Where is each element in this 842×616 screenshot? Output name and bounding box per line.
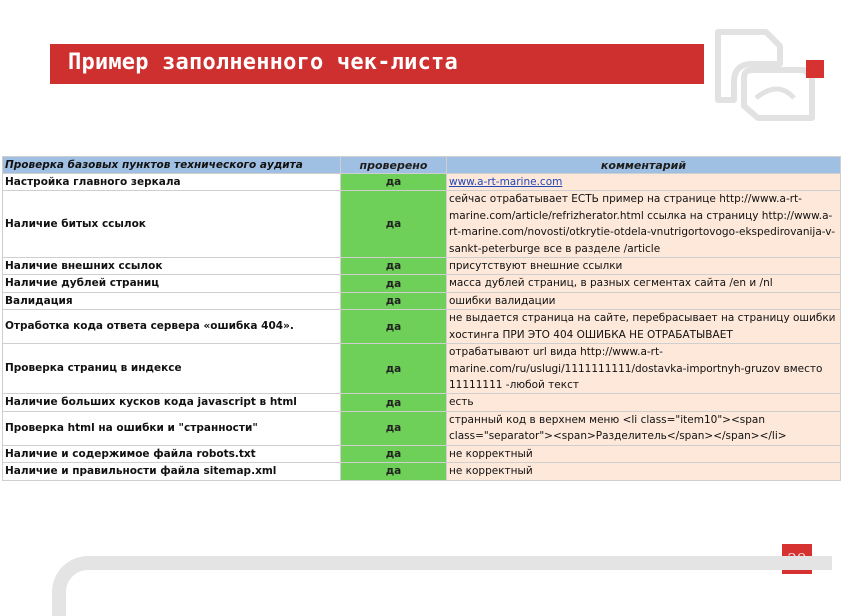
row-item: Наличие больших кусков кода javascript в html bbox=[3, 394, 341, 411]
row-item: Валидация bbox=[3, 292, 341, 309]
row-item: Наличие битых ссылок bbox=[3, 191, 341, 258]
row-checked: да bbox=[341, 344, 447, 394]
row-item: Наличие внешних ссылок bbox=[3, 258, 341, 275]
header-checked: проверено bbox=[341, 157, 447, 174]
table-row bbox=[3, 174, 841, 191]
row-checked: да bbox=[341, 394, 447, 411]
accent-square bbox=[806, 60, 824, 78]
row-comment: не корректный bbox=[447, 463, 841, 480]
row-item: Наличие и правильности файла sitemap.xml bbox=[3, 463, 341, 480]
table-row bbox=[3, 292, 841, 309]
header-comment: комментарий bbox=[447, 157, 841, 174]
table-header-row bbox=[3, 157, 841, 174]
table-row bbox=[3, 258, 841, 275]
row-comment: присутствуют внешние ссылки bbox=[447, 258, 841, 275]
row-comment-link[interactable]: www.a-rt-marine.com bbox=[447, 174, 841, 191]
slide-title: Пример заполненного чек-листа bbox=[68, 50, 458, 75]
row-item: Проверка страниц в индексе bbox=[3, 344, 341, 394]
row-item: Наличие дублей страниц bbox=[3, 275, 341, 292]
table-row bbox=[3, 445, 841, 462]
table-row bbox=[3, 191, 841, 258]
bottom-decoration bbox=[52, 556, 832, 616]
table-row bbox=[3, 394, 841, 411]
table-row bbox=[3, 310, 841, 344]
row-comment: отрабатывают url вида http://www.a-rt-marine.com/ru/uslugi/1111111111/dostavka-importnyh-gruzov вместо 11111111 -любой текст bbox=[447, 344, 841, 394]
row-checked: да bbox=[341, 411, 447, 445]
row-comment: не выдается страница на сайте, перебрасывает на страницу ошибки хостинга ПРИ ЭТО 404 ОШИБКА НЕ ОТРАБАТЫВАЕТ bbox=[447, 310, 841, 344]
header-audit-item: Проверка базовых пунктов технического аудита bbox=[3, 157, 341, 174]
row-checked: да bbox=[341, 275, 447, 292]
row-comment: не корректный bbox=[447, 445, 841, 462]
row-checked: да bbox=[341, 258, 447, 275]
row-item: Отработка кода ответа сервера «ошибка 404». bbox=[3, 310, 341, 344]
table-row bbox=[3, 344, 841, 394]
row-comment: сейчас отрабатывает ЕСТЬ пример на странице http://www.a-rt-marine.com/article/refrizherator.html ссылка на страницу http://www.a-rt-marine.com/novosti/otkrytie-otdela-vnutrigortovogo-ekspedirovanija-v-sankt-peterburge все в разделе /article bbox=[447, 191, 841, 258]
row-comment: ошибки валидации bbox=[447, 292, 841, 309]
row-comment: масса дублей страниц, в разных сегментах сайта /en и /nl bbox=[447, 275, 841, 292]
page-number: 29 bbox=[782, 544, 812, 574]
table-row bbox=[3, 411, 841, 445]
row-comment: странный код в верхнем меню <li class="item10"><span class="separator"><span>Разделитель</span></span></li> bbox=[447, 411, 841, 445]
table-row bbox=[3, 463, 841, 480]
row-checked: да bbox=[341, 310, 447, 344]
row-checked: да bbox=[341, 463, 447, 480]
row-item: Наличие и содержимое файла robots.txt bbox=[3, 445, 341, 462]
row-checked: да bbox=[341, 292, 447, 309]
row-checked: да bbox=[341, 445, 447, 462]
table-row bbox=[3, 275, 841, 292]
row-checked: да bbox=[341, 191, 447, 258]
row-comment: есть bbox=[447, 394, 841, 411]
row-item: Проверка html на ошибки и "странности" bbox=[3, 411, 341, 445]
row-item: Настройка главного зеркала bbox=[3, 174, 341, 191]
row-checked: да bbox=[341, 174, 447, 191]
audit-checklist-table bbox=[2, 156, 841, 481]
